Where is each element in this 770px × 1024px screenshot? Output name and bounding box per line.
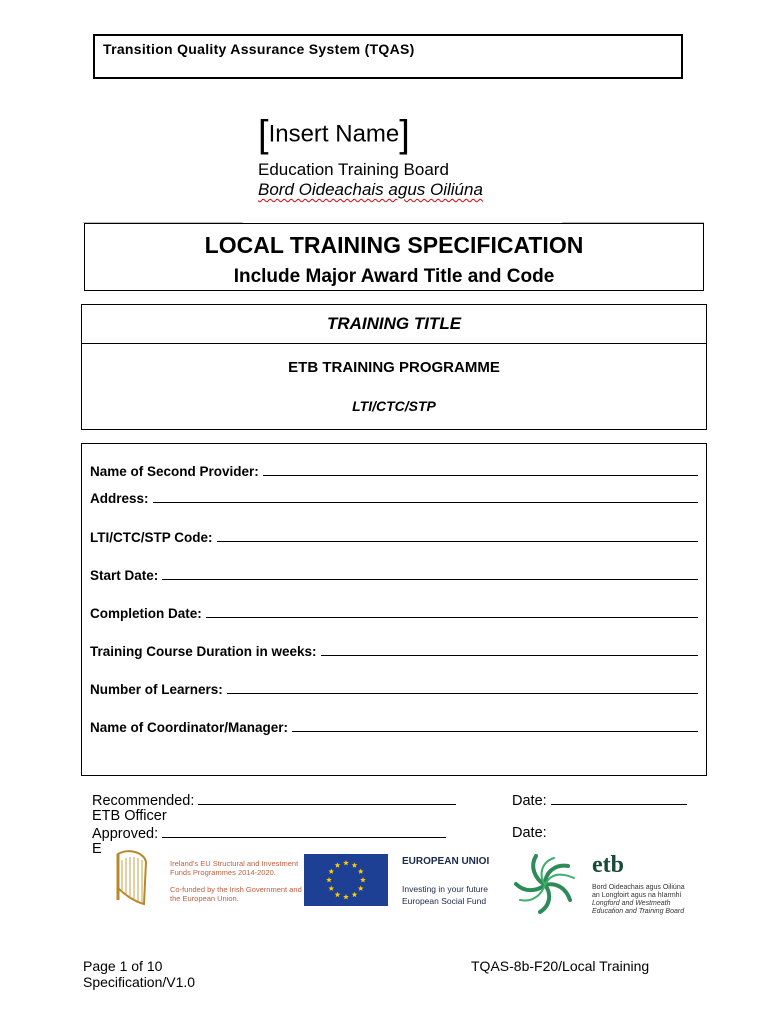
fill-line[interactable] bbox=[162, 578, 698, 580]
etb-swirl-logo-icon bbox=[510, 852, 580, 918]
approved-line[interactable] bbox=[92, 825, 446, 842]
field-label: Name of Second Provider: bbox=[90, 464, 259, 479]
field-label: Name of Coordinator/Manager: bbox=[90, 720, 289, 735]
fill-line[interactable] bbox=[263, 474, 698, 476]
spec-title: LOCAL TRAINING SPECIFICATION bbox=[204, 232, 584, 258]
etb-line-1: Bord Oideachais agus Oiliúna bbox=[592, 884, 685, 891]
duration-field[interactable] bbox=[90, 644, 698, 659]
fill-line[interactable] bbox=[217, 540, 699, 542]
etb-line-4: Education and Training Board bbox=[592, 908, 685, 915]
start-date-field[interactable] bbox=[90, 568, 698, 583]
coordinator-field[interactable] bbox=[90, 720, 698, 735]
insert-name-placeholder: Insert Name bbox=[268, 120, 400, 148]
officer-label: ETB Officer bbox=[92, 808, 167, 824]
page-number: Page 1 of 10 bbox=[83, 958, 163, 974]
header-box bbox=[93, 34, 683, 79]
second-provider-field[interactable] bbox=[90, 464, 698, 479]
field-label: Training Course Duration in weeks: bbox=[90, 644, 317, 659]
field-label: Completion Date: bbox=[90, 606, 202, 621]
fill-line[interactable] bbox=[153, 501, 698, 503]
etb-line-3: Longford and Westmeath bbox=[592, 900, 671, 907]
learners-field[interactable] bbox=[90, 682, 698, 697]
close-bracket: ] bbox=[399, 113, 410, 156]
date-line-1[interactable] bbox=[512, 792, 687, 809]
ireland-funding-text-1: Ireland's EU Structural and Investment Funds Programmes 2014-2020. bbox=[170, 859, 299, 877]
fill-line[interactable] bbox=[292, 730, 698, 732]
etb-wordmark: etb bbox=[592, 852, 624, 878]
open-bracket: [ bbox=[258, 113, 269, 156]
approved-signature-line[interactable] bbox=[162, 825, 446, 838]
eu-title: EUROPEAN UNIOI bbox=[402, 856, 490, 867]
document-reference: TQAS-8b-F20/Local Training bbox=[471, 958, 650, 974]
completion-date-field[interactable] bbox=[90, 606, 698, 621]
fill-line[interactable] bbox=[321, 654, 698, 656]
cut-off-label: E bbox=[92, 841, 102, 857]
training-title-box bbox=[81, 304, 707, 430]
field-label: Number of Learners: bbox=[90, 682, 223, 697]
fill-line[interactable] bbox=[227, 692, 698, 694]
ireland-funding-text-2: Co-funded by the Irish Government and the European Union. bbox=[170, 885, 302, 903]
harp-logo-icon bbox=[110, 848, 150, 908]
recommended-line[interactable] bbox=[92, 792, 456, 809]
code-field[interactable] bbox=[90, 530, 698, 545]
eu-line-1: Investing in your future bbox=[402, 884, 488, 894]
spec-subtitle: Include Major Award Title and Code bbox=[233, 266, 555, 287]
etb-line-2: an Longfoirt agus na hIarmhí bbox=[592, 892, 682, 899]
recommended-signature-line[interactable] bbox=[198, 792, 456, 805]
spec-title-box bbox=[84, 223, 704, 291]
insert-name-line bbox=[258, 114, 483, 156]
etb-irish-name: Bord Oideachais agus Oiliúna bbox=[258, 180, 483, 199]
training-programme: ETB TRAINING PROGRAMME bbox=[288, 359, 500, 376]
eu-line-2: European Social Fund bbox=[402, 896, 487, 906]
eu-flag-icon bbox=[304, 854, 388, 906]
funding-logos-row bbox=[110, 846, 700, 926]
date-label-2: Date: bbox=[512, 825, 547, 841]
etb-english-name: Education Training Board bbox=[258, 160, 449, 179]
field-label: Start Date: bbox=[90, 568, 159, 583]
details-form-box bbox=[81, 443, 707, 776]
training-title: TRAINING TITLE bbox=[82, 305, 706, 344]
field-label: LTI/CTC/STP Code: bbox=[90, 530, 213, 545]
date-signature-line[interactable] bbox=[551, 792, 687, 805]
recommended-label: Recommended: bbox=[92, 793, 195, 809]
training-codes: LTI/CTC/STP bbox=[352, 398, 436, 414]
etb-name-block bbox=[258, 114, 483, 200]
address-field[interactable] bbox=[90, 491, 698, 506]
field-label: Address: bbox=[90, 491, 149, 506]
system-title: Transition Quality Assurance System (TQAS) bbox=[103, 41, 415, 57]
approved-label: Approved: bbox=[92, 826, 159, 842]
fill-line[interactable] bbox=[206, 616, 698, 618]
date-label: Date: bbox=[512, 793, 547, 809]
document-version: Specification/V1.0 bbox=[83, 974, 196, 990]
